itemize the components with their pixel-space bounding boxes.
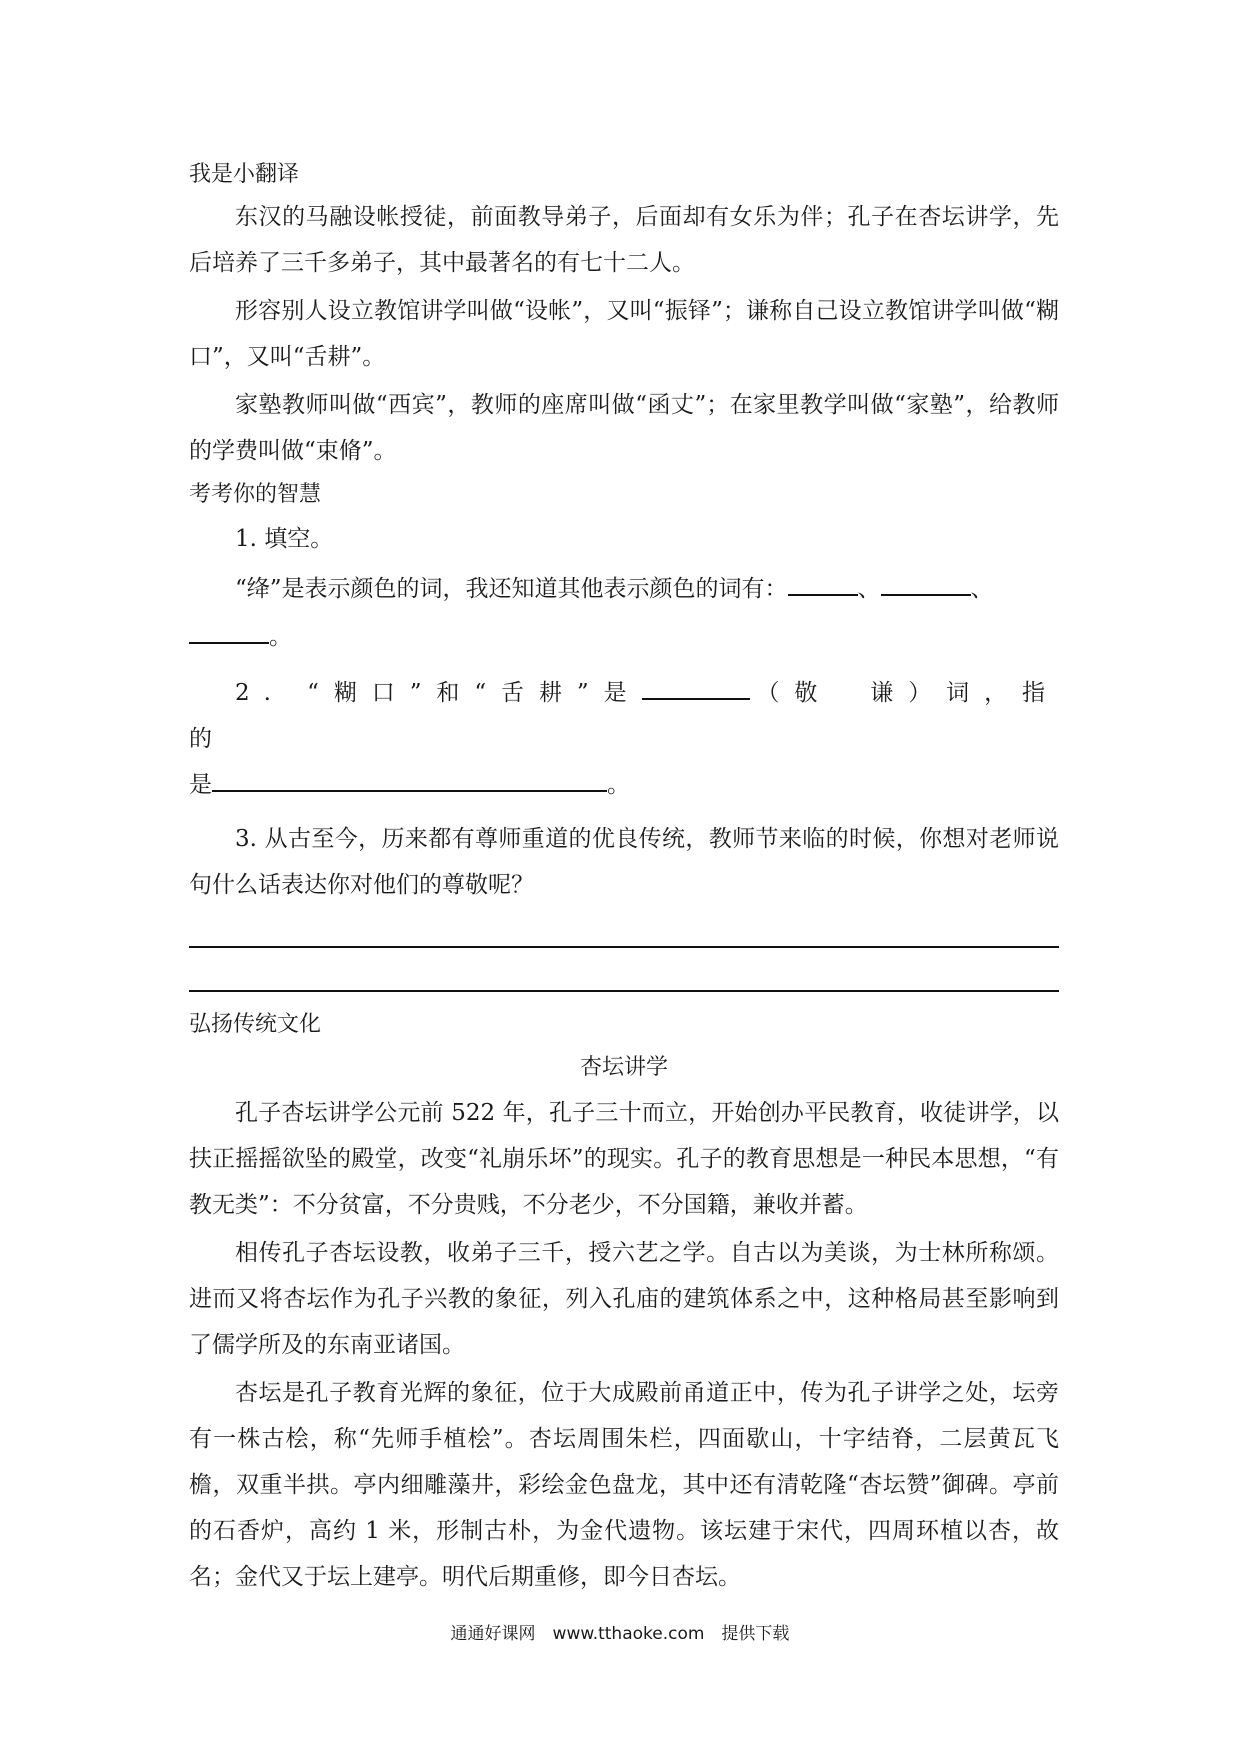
period: 。 (607, 772, 630, 798)
question-2-text: 2. “糊口”和“舌耕”是 (235, 680, 642, 706)
answer-line[interactable] (189, 990, 1059, 992)
paragraph: 家塾教师叫做“西宾”，教师的座席叫做“函丈”；在家里教学叫做“家塾”，给教师的学费叫做“束脩”。 (189, 392, 1059, 464)
question-2-text-end: 是 (189, 772, 212, 798)
question-2 (189, 670, 1059, 762)
question-3: 3. 从古至今，历来都有尊师重道的优良传统，教师节来临的时候，你想对老师说句什么话表达你对他们的尊敬呢？ (189, 826, 1059, 898)
answer-blank[interactable] (642, 676, 750, 700)
section-title-culture: 弘扬传统文化 (189, 1012, 322, 1037)
answer-blank[interactable] (189, 620, 269, 644)
question-1-continuation (189, 614, 1059, 660)
answer-blank[interactable] (788, 572, 858, 596)
paragraph: 孔子杏坛讲学公元前 522 年，孔子三十而立，开始创办平民教育，收徒讲学，以扶正摇摇欲坠的殿堂，改变“礼崩乐坏”的现实。孔子的教育思想是一种民本思想，“有教无类”：不分贫富，不分贵贱，不分老少，不分国籍，兼收并蓄。 (189, 1100, 1059, 1218)
question-2-options: （敬 谦）词，指的 (189, 680, 1060, 752)
separator: 、 (970, 576, 994, 602)
section-title-quiz: 考考你的智慧 (189, 482, 322, 507)
paragraph: 东汉的马融设帐授徒，前面教导弟子，后面却有女乐为伴；孔子在杏坛讲学，先后培养了三千多弟子，其中最著名的有七十二人。 (189, 204, 1059, 276)
answer-blank[interactable] (212, 768, 607, 792)
question-1-label: 1. 填空。 (235, 526, 334, 552)
period: 。 (269, 624, 292, 650)
answer-blank[interactable] (881, 572, 971, 596)
paragraph: 相传孔子杏坛设教，收弟子三千，授六艺之学。自古以为美谈，为士林所称颂。进而又将杏坛作为孔子兴教的象征，列入孔庙的建筑体系之中，这种格局甚至影响到了儒学所及的东南亚诸国。 (189, 1240, 1059, 1358)
footer-text: 通通好课网 www.tthaoke.com 提供下载 (450, 1624, 790, 1644)
question-2-continuation (189, 762, 1059, 808)
separator: 、 (857, 576, 881, 602)
paragraph: 杏坛是孔子教育光辉的象征，位于大成殿前甬道正中，传为孔子讲学之处，坛旁有一株古桧，称“先师手植桧”。杏坛周围朱栏，四面歇山，十字结脊，二层黄瓦飞檐，双重半拱。亭内细雕藻井，彩绘金色盘龙，其中还有清乾隆“杏坛赞”御碑。亭前的石香炉，高约 1 米，形制古朴，为金代遗物。该坛建于宋代，四周环植以杏，故名；金代又于坛上建亭。明代后期重修，即今日杏坛。 (189, 1380, 1059, 1590)
section-title-translator: 我是小翻译 (189, 162, 300, 187)
article-title: 杏坛讲学 (579, 1055, 668, 1080)
question-1-text: “绛”是表示颜色的词，我还知道其他表示颜色的词有： (235, 576, 788, 602)
document-content (189, 160, 1059, 1600)
paragraph: 形容别人设立教馆讲学叫做“设帐”，又叫“振铎”；谦称自己设立教馆讲学叫做“糊口”，又叫“舌耕”。 (189, 298, 1059, 370)
question-1 (189, 566, 1059, 612)
